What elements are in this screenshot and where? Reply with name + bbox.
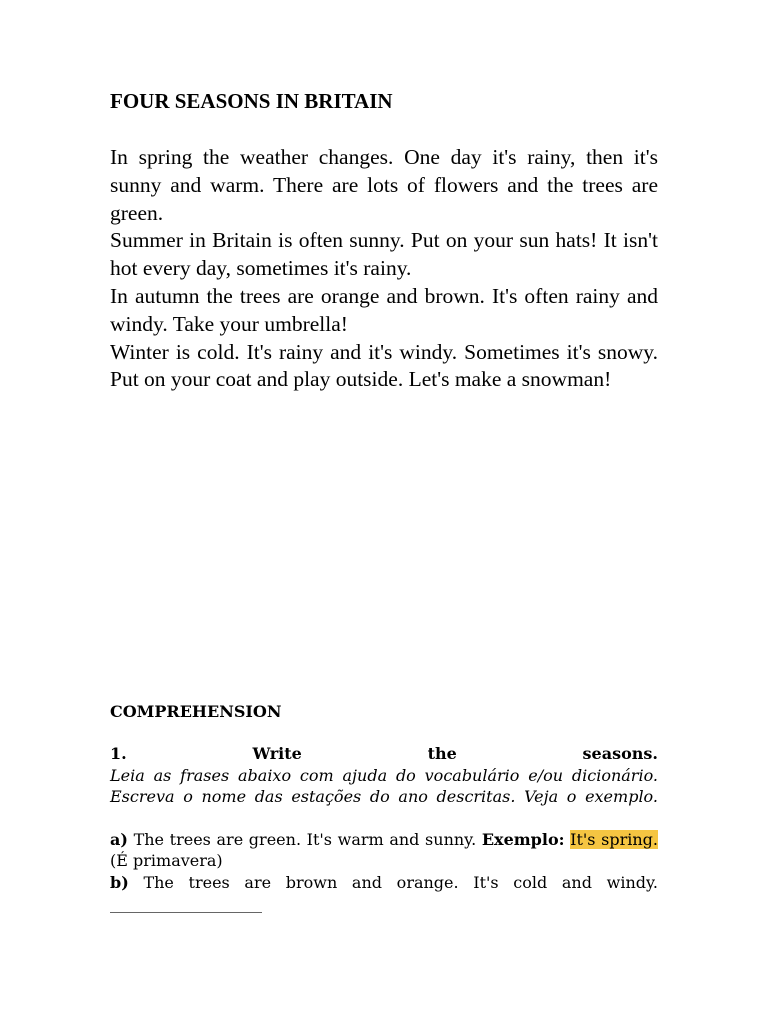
exercise-item-b [110,872,658,915]
example-answer: It's spring. [570,829,658,849]
item-text: The trees are brown and orange. It's cold and windy. [143,872,659,892]
item-text: The trees are green. It's warm and sunny. [133,829,477,849]
story-text [110,144,658,394]
example-translation: (É primavera) [110,851,223,870]
answer-blank[interactable]: ___________________ [110,894,262,913]
instruction-word-seasons: seasons. [582,744,658,763]
instruction-word-the: the [427,744,457,763]
item-label: a) [110,829,128,849]
paragraph-autumn: In autumn the trees are orange and brown. It's often rainy and windy. Take your umbrella! [110,283,658,336]
instruction-word-write: Write [252,744,302,763]
exercise-number: 1. [110,744,127,763]
paragraph-summer: Summer in Britain is often sunny. Put on your sun hats! It isn't hot every day, sometimes it's rainy. [110,228,658,281]
example-label: Exemplo: [481,829,565,849]
exercise-instruction [110,743,658,765]
comprehension-heading: COMPREHENSION [110,702,282,721]
document-title: FOUR SEASONS IN BRITAIN [110,89,393,113]
exercise-items [110,829,658,915]
instruction-portuguese: Leia as frases abaixo com ajuda do vocabulário e/ou dicionário. Escreva o nome das estações do ano descritas. Veja o exemplo. [110,765,658,806]
paragraph-spring: In spring the weather changes. One day it's rainy, then it's sunny and warm. There are lots of flowers and the trees are green. [110,145,658,225]
exercise-item-a [110,829,658,872]
exercise-1 [110,743,658,915]
paragraph-winter: Winter is cold. It's rainy and it's windy. Sometimes it's snowy. Put on your coat and play outside. Let's make a snowman! [110,339,658,392]
item-label: b) [110,872,129,892]
